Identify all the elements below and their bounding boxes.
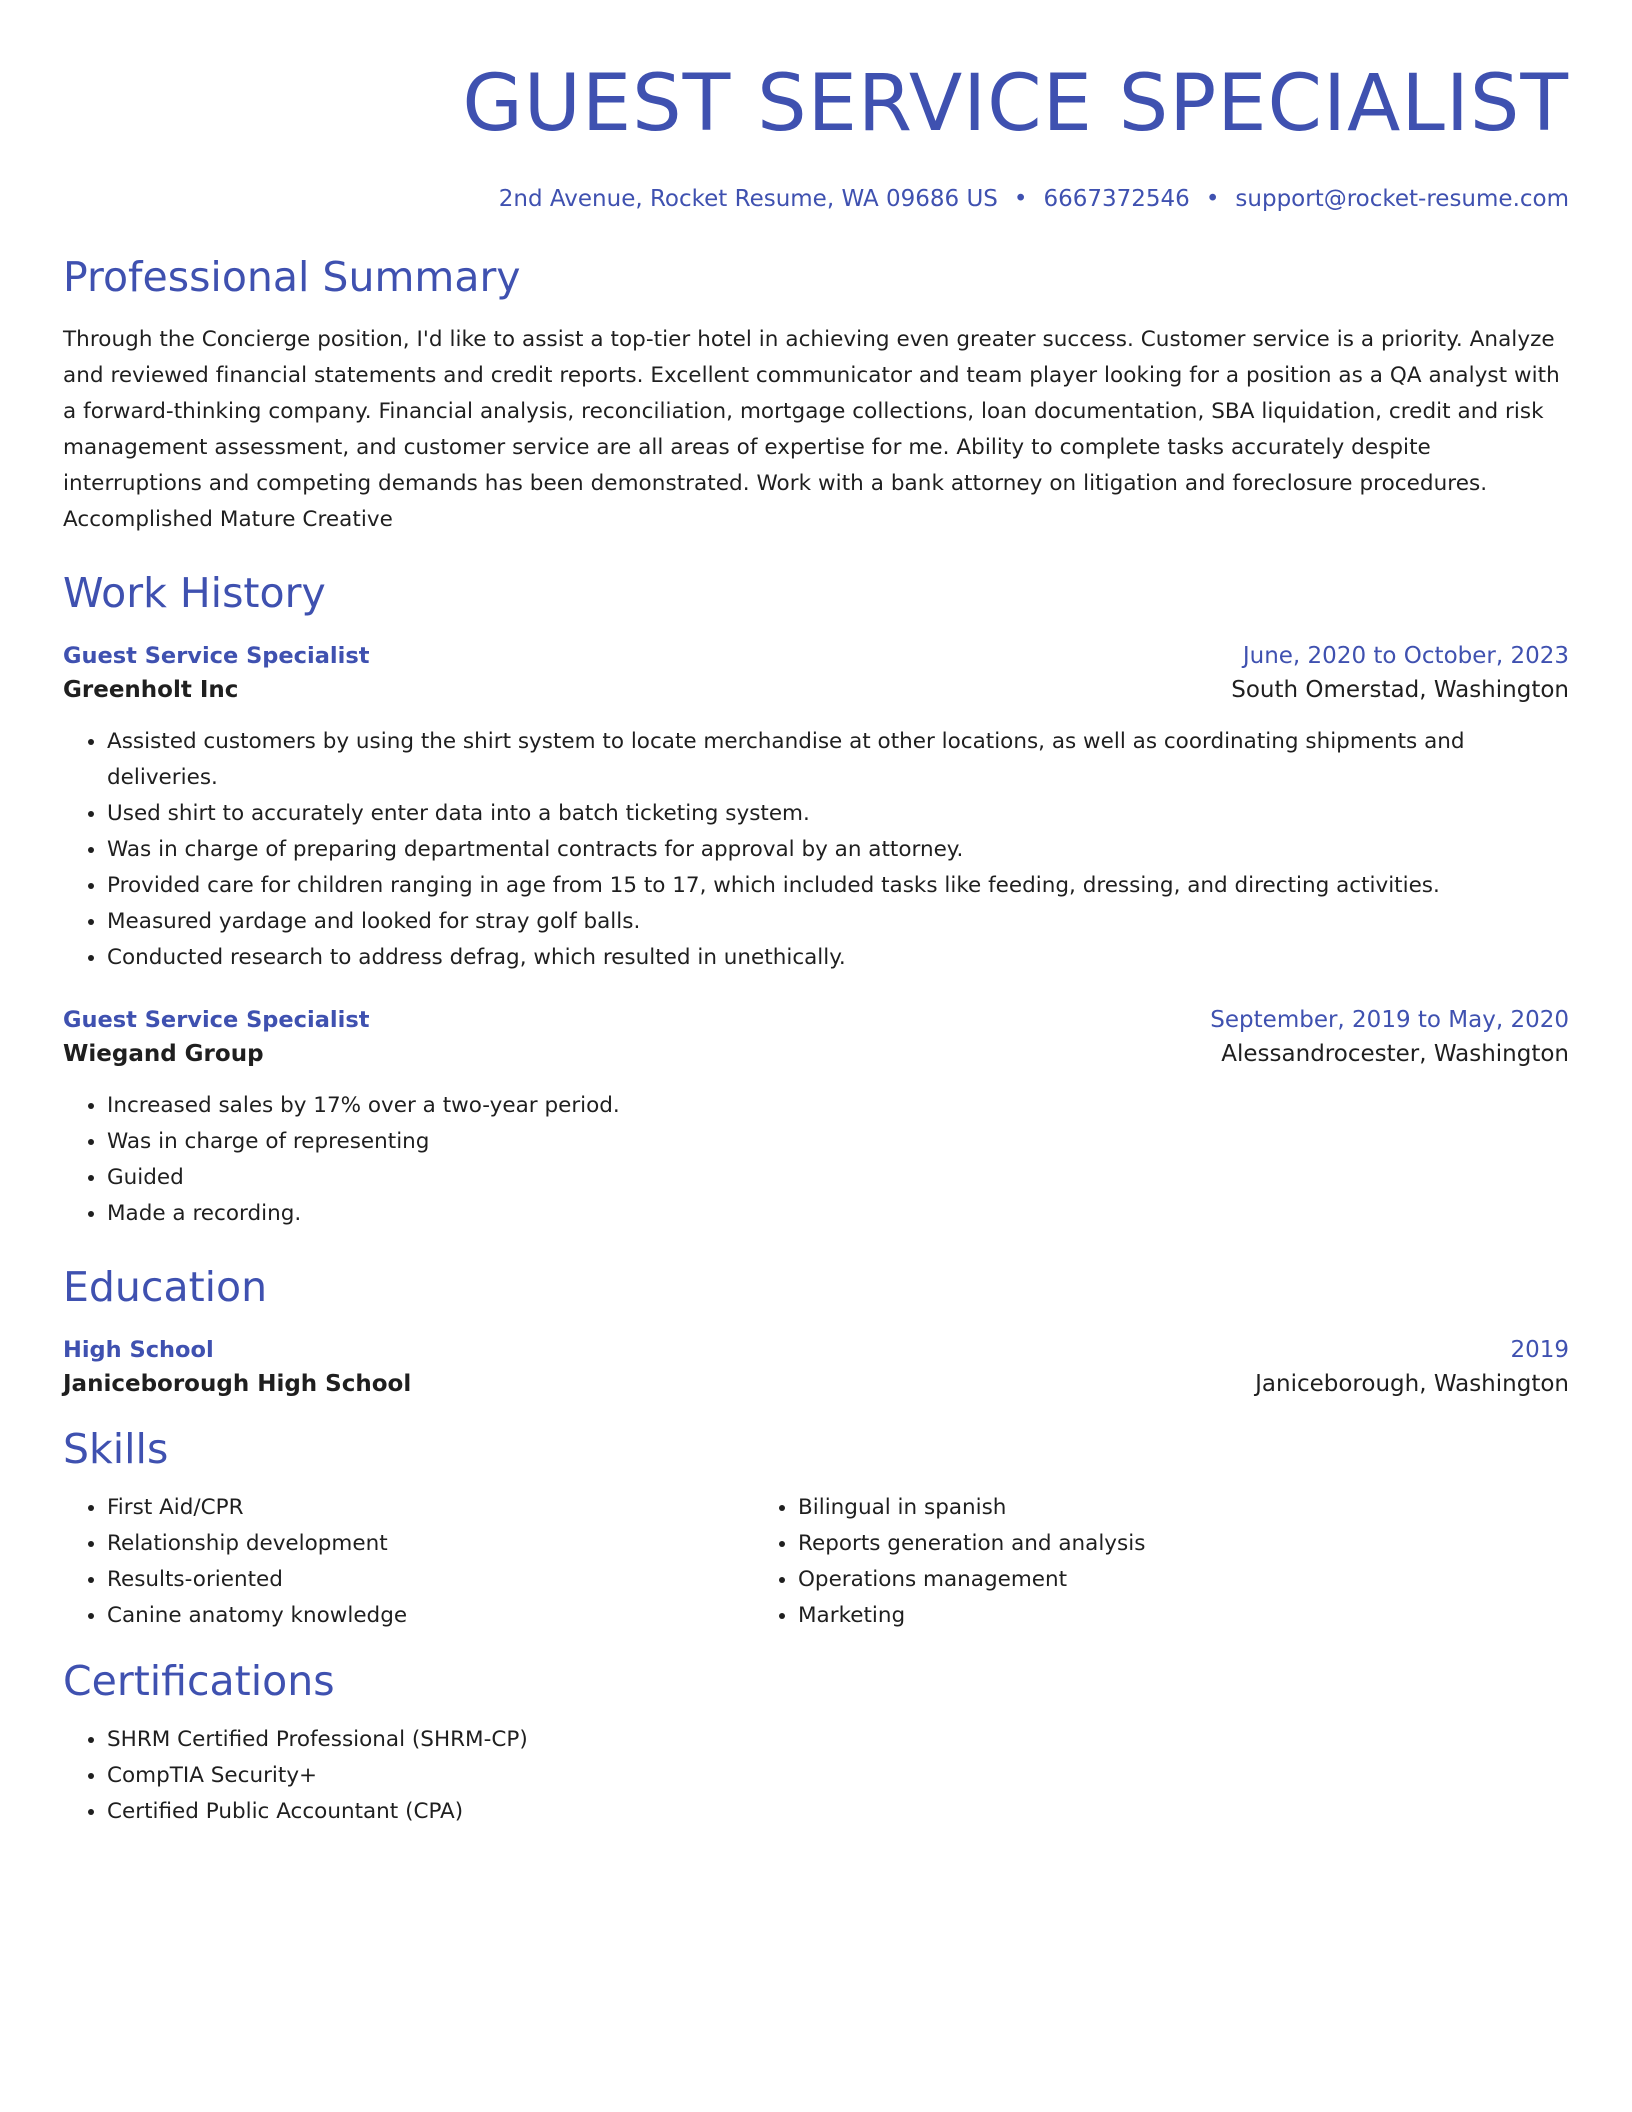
job-bullet: • Measured yardage and looked for stray golf balls. <box>107 904 1569 940</box>
certification-item: • Certified Public Accountant (CPA) <box>107 1794 1569 1830</box>
job-dates: September, 2019 to May, 2020 <box>1210 1007 1569 1033</box>
job-bullet: • Assisted customers by using the shirt system to locate merchandise at other locations, as well as coordinating shipments and deliveries. <box>107 724 1569 796</box>
job-company: Greenholt Inc <box>63 677 239 703</box>
skill-item: • Results-oriented <box>107 1562 754 1598</box>
skill-item: • Bilingual in spanish <box>798 1490 1145 1526</box>
contact-line <box>63 184 1569 214</box>
contact-separator: • <box>1013 186 1028 212</box>
section-title-certifications: Certifications <box>63 1657 335 1705</box>
education-location: Janiceborough, Washington <box>1255 1371 1569 1397</box>
job-bullet: • Made a recording. <box>107 1196 1569 1232</box>
job-bullet: • Was in charge of representing <box>107 1124 1569 1160</box>
contact-separator: • <box>1205 186 1220 212</box>
job-bullet: • Guided <box>107 1160 1569 1196</box>
education-school-row <box>63 1366 1569 1402</box>
education-header-row <box>63 1334 1569 1366</box>
job-bullet: • Was in charge of preparing departmental contracts for approval by an attorney. <box>107 832 1569 868</box>
job-role: Guest Service Specialist <box>63 643 370 669</box>
certification-item: • CompTIA Security+ <box>107 1758 1569 1794</box>
education-year: 2019 <box>1510 1337 1569 1363</box>
job-entry <box>63 1004 1569 1232</box>
job-bullet: • Conducted research to address defrag, which resulted in unethically. <box>107 940 1569 976</box>
certifications-list <box>63 1722 1569 1830</box>
job-bullets <box>63 724 1569 976</box>
skill-item: • Relationship development <box>107 1526 754 1562</box>
skills-column-left <box>63 1490 754 1634</box>
contact-email: support@rocket-resume.com <box>1235 186 1569 212</box>
education-degree: High School <box>63 1337 214 1363</box>
job-header-row <box>63 640 1569 672</box>
contact-address: 2nd Avenue, Rocket Resume, WA 09686 US <box>498 186 998 212</box>
job-company-row <box>63 672 1569 708</box>
contact-phone: 6667372546 <box>1043 186 1190 212</box>
job-header-row <box>63 1004 1569 1036</box>
skill-item: • First Aid/CPR <box>107 1490 754 1526</box>
job-company: Wiegand Group <box>63 1041 264 1067</box>
section-title-summary: Professional Summary <box>63 253 521 301</box>
job-bullet: • Increased sales by 17% over a two-year period. <box>107 1088 1569 1124</box>
education-entry <box>63 1334 1569 1402</box>
education-school: Janiceborough High School <box>63 1371 412 1397</box>
job-bullet: • Provided care for children ranging in age from 15 to 17, which included tasks like feeding, dressing, and directing activities. <box>107 868 1569 904</box>
skills-column-right <box>754 1490 1145 1634</box>
job-company-row <box>63 1036 1569 1072</box>
job-role: Guest Service Specialist <box>63 1007 370 1033</box>
summary-text: Through the Concierge position, I'd like to assist a top-tier hotel in achieving even greater success. Customer service is a priority. Analyze and reviewed financial statements and credit reports. Excellent communicator and team player looking for a position as a QA analyst with a forward-thinking company. Financial analysis, reconciliation, mortgage collections, loan documentation, SBA liquidation, credit and risk management assessment, and customer service are all areas of expertise for me. Ability to complete tasks accurately despite interruptions and competing demands has been demonstrated. Work with a bank attorney on litigation and foreclosure procedures. Accomplished Mature Creative <box>63 327 1560 532</box>
job-bullet: • Used shirt to accurately enter data into a batch ticketing system. <box>107 796 1569 832</box>
certification-item: • SHRM Certified Professional (SHRM-CP) <box>107 1722 1569 1758</box>
job-location: Alessandrocester, Washington <box>1221 1041 1569 1067</box>
skill-item: • Operations management <box>798 1562 1145 1598</box>
skill-item: • Canine anatomy knowledge <box>107 1598 754 1634</box>
job-bullets <box>63 1088 1569 1232</box>
skills-grid <box>63 1490 1569 1634</box>
skill-item: • Reports generation and analysis <box>798 1526 1145 1562</box>
skill-item: • Marketing <box>798 1598 1145 1634</box>
section-title-education: Education <box>63 1263 268 1311</box>
job-location: South Omerstad, Washington <box>1231 677 1569 703</box>
job-entry <box>63 640 1569 976</box>
section-title-skills: Skills <box>63 1425 169 1473</box>
section-title-work-history: Work History <box>63 569 326 617</box>
resume-name: GUEST SERVICE SPECIALIST <box>462 59 1569 149</box>
job-dates: June, 2020 to October, 2023 <box>1242 643 1569 669</box>
